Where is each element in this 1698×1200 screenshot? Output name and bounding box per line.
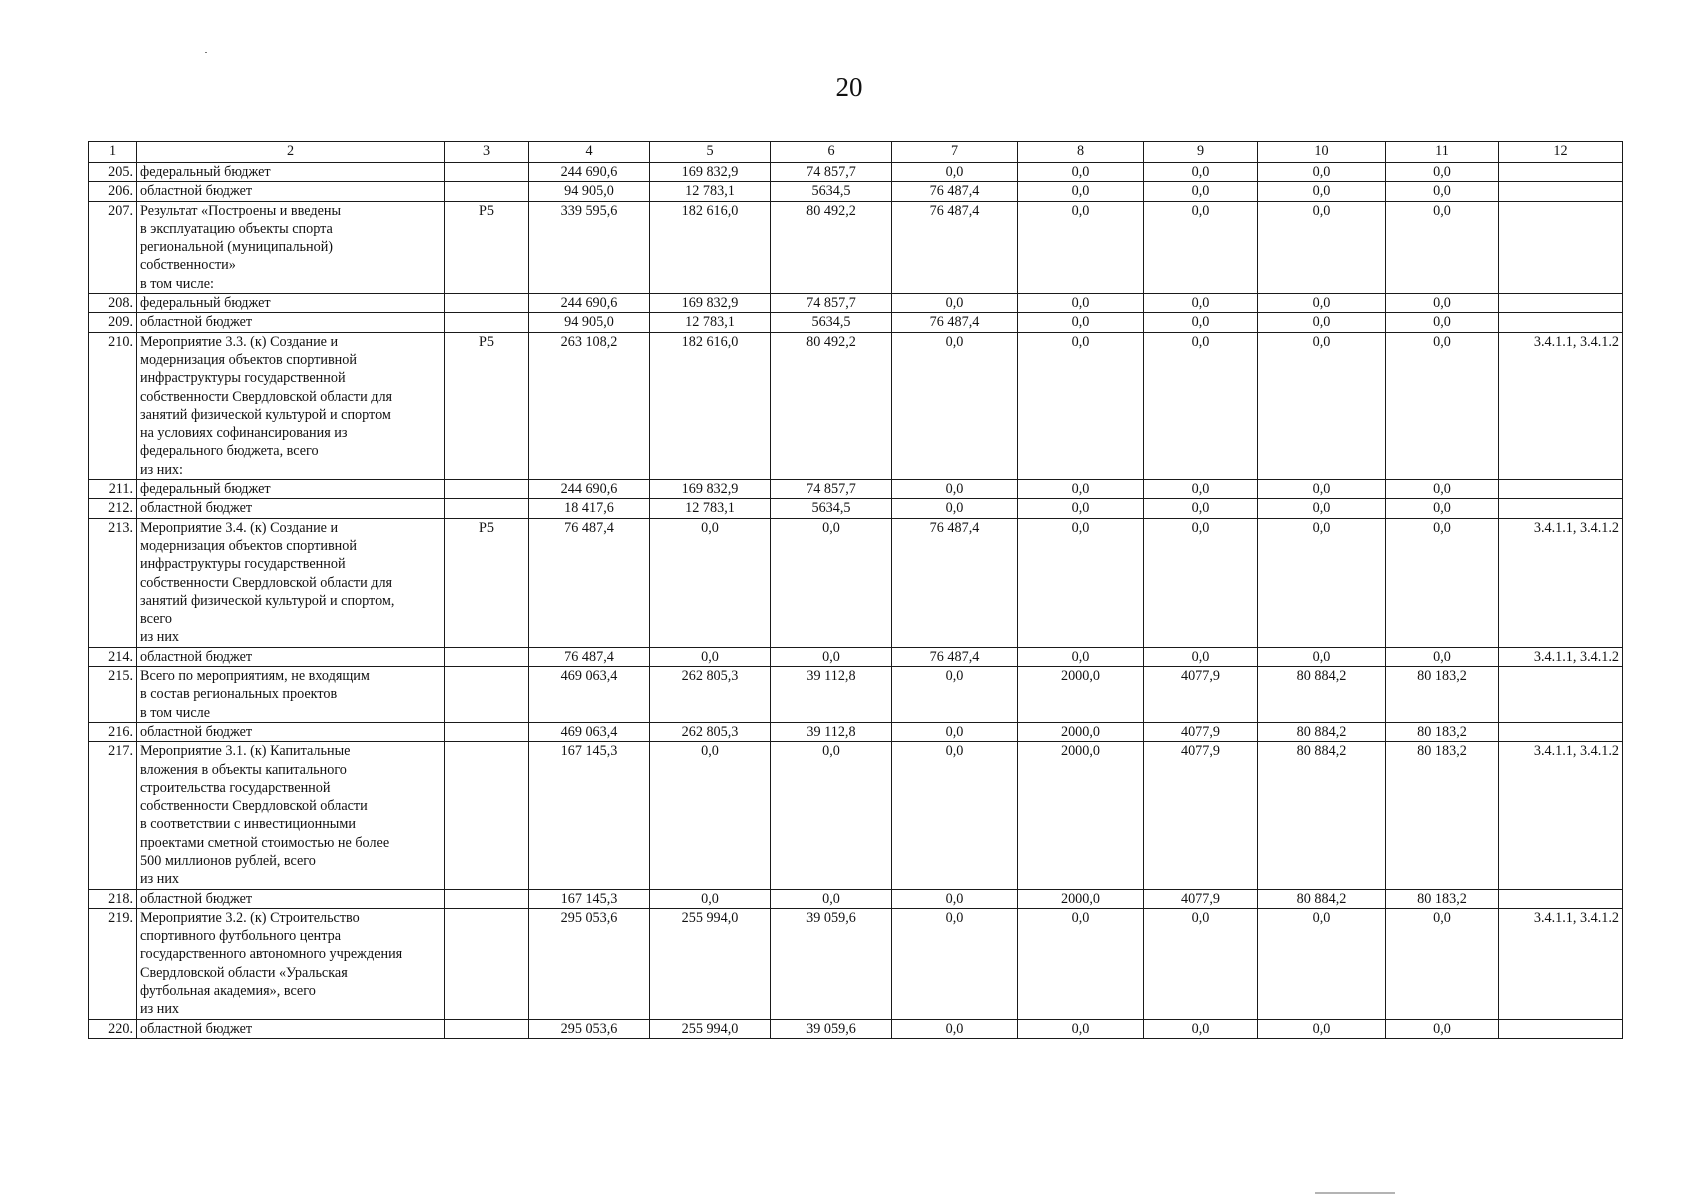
row-number: 215. bbox=[89, 667, 137, 723]
description-line: инфраструктуры государственной bbox=[140, 370, 346, 387]
project-code: P5 bbox=[445, 201, 529, 293]
description-line: из них bbox=[140, 1001, 180, 1018]
amount-cell: 0,0 bbox=[650, 889, 771, 908]
project-code bbox=[445, 294, 529, 313]
project-code: P5 bbox=[445, 518, 529, 647]
description-line: модернизация объектов спортивной bbox=[140, 537, 357, 554]
target-indicator-ref bbox=[1499, 163, 1623, 182]
table-row bbox=[89, 182, 1623, 201]
amount-cell: 4077,9 bbox=[1144, 667, 1258, 723]
amount-cell: 0,0 bbox=[771, 518, 892, 647]
amount-cell: 0,0 bbox=[1386, 313, 1499, 332]
table-row bbox=[89, 647, 1623, 666]
row-description bbox=[137, 294, 445, 313]
budget-table bbox=[88, 141, 1623, 1039]
description-line: 500 миллионов рублей, всего bbox=[140, 852, 316, 869]
row-number: 205. bbox=[89, 163, 137, 182]
target-indicator-ref: 3.4.1.1, 3.4.1.2 bbox=[1499, 332, 1623, 479]
amount-cell: 244 690,6 bbox=[529, 163, 650, 182]
amount-cell: 12 783,1 bbox=[650, 313, 771, 332]
amount-cell: 80 492,2 bbox=[771, 332, 892, 479]
amount-cell: 76 487,4 bbox=[892, 182, 1018, 201]
column-header: 3 bbox=[445, 142, 529, 163]
column-header: 12 bbox=[1499, 142, 1623, 163]
description-line: всего bbox=[140, 611, 172, 628]
amount-cell: 39 059,6 bbox=[771, 1019, 892, 1038]
column-header: 11 bbox=[1386, 142, 1499, 163]
description-line: Мероприятие 3.1. (к) Капитальные bbox=[140, 743, 351, 760]
amount-cell: 0,0 bbox=[1018, 518, 1144, 647]
amount-cell: 2000,0 bbox=[1018, 667, 1144, 723]
project-code bbox=[445, 889, 529, 908]
row-description bbox=[137, 163, 445, 182]
amount-cell: 2000,0 bbox=[1018, 722, 1144, 741]
amount-cell: 244 690,6 bbox=[529, 480, 650, 499]
amount-cell: 0,0 bbox=[1258, 332, 1386, 479]
amount-cell: 80 884,2 bbox=[1258, 722, 1386, 741]
description-line: в соответствии с инвестиционными bbox=[140, 816, 356, 833]
table-row bbox=[89, 518, 1623, 647]
amount-cell: 0,0 bbox=[1144, 201, 1258, 293]
amount-cell: 167 145,3 bbox=[529, 742, 650, 889]
row-number: 206. bbox=[89, 182, 137, 201]
amount-cell: 0,0 bbox=[1018, 182, 1144, 201]
row-description bbox=[137, 1019, 445, 1038]
description-line: из них bbox=[140, 629, 180, 646]
amount-cell: 0,0 bbox=[1018, 294, 1144, 313]
amount-cell: 94 905,0 bbox=[529, 313, 650, 332]
amount-cell: 0,0 bbox=[650, 742, 771, 889]
amount-cell: 244 690,6 bbox=[529, 294, 650, 313]
column-header: 4 bbox=[529, 142, 650, 163]
project-code bbox=[445, 480, 529, 499]
row-description bbox=[137, 182, 445, 201]
amount-cell: 0,0 bbox=[1386, 1019, 1499, 1038]
column-header: 9 bbox=[1144, 142, 1258, 163]
amount-cell: 0,0 bbox=[1258, 908, 1386, 1019]
target-indicator-ref: 3.4.1.1, 3.4.1.2 bbox=[1499, 908, 1623, 1019]
amount-cell: 94 905,0 bbox=[529, 182, 650, 201]
description-line: Мероприятие 3.3. (к) Создание и bbox=[140, 333, 339, 350]
amount-cell: 0,0 bbox=[892, 294, 1018, 313]
amount-cell: 0,0 bbox=[1386, 294, 1499, 313]
table-row bbox=[89, 313, 1623, 332]
amount-cell: 80 183,2 bbox=[1386, 889, 1499, 908]
description-line: проектами сметной стоимостью не более bbox=[140, 834, 390, 851]
row-description bbox=[137, 332, 445, 479]
amount-cell: 0,0 bbox=[771, 647, 892, 666]
amount-cell: 4077,9 bbox=[1144, 742, 1258, 889]
amount-cell: 0,0 bbox=[1018, 332, 1144, 479]
project-code: P5 bbox=[445, 332, 529, 479]
row-number: 216. bbox=[89, 722, 137, 741]
table-row bbox=[89, 889, 1623, 908]
target-indicator-ref bbox=[1499, 294, 1623, 313]
column-header: 7 bbox=[892, 142, 1018, 163]
amount-cell: 0,0 bbox=[1258, 201, 1386, 293]
row-description bbox=[137, 499, 445, 518]
table-row bbox=[89, 332, 1623, 479]
amount-cell: 169 832,9 bbox=[650, 480, 771, 499]
amount-cell: 255 994,0 bbox=[650, 1019, 771, 1038]
row-number: 218. bbox=[89, 889, 137, 908]
table-row bbox=[89, 667, 1623, 723]
amount-cell: 76 487,4 bbox=[892, 647, 1018, 666]
table-row bbox=[89, 722, 1623, 741]
row-description bbox=[137, 480, 445, 499]
amount-cell: 0,0 bbox=[1018, 1019, 1144, 1038]
row-number: 220. bbox=[89, 1019, 137, 1038]
amount-cell: 0,0 bbox=[1258, 294, 1386, 313]
description-line: Мероприятие 3.2. (к) Строительство bbox=[140, 909, 360, 926]
description-line: Всего по мероприятиям, не входящим bbox=[140, 668, 370, 685]
row-number: 212. bbox=[89, 499, 137, 518]
description-line: собственности» bbox=[140, 257, 236, 274]
row-description bbox=[137, 518, 445, 647]
target-indicator-ref bbox=[1499, 313, 1623, 332]
amount-cell: 80 884,2 bbox=[1258, 667, 1386, 723]
column-header: 1 bbox=[89, 142, 137, 163]
amount-cell: 5634,5 bbox=[771, 182, 892, 201]
amount-cell: 262 805,3 bbox=[650, 722, 771, 741]
row-number: 209. bbox=[89, 313, 137, 332]
amount-cell: 2000,0 bbox=[1018, 889, 1144, 908]
description-line: собственности Свердловской области для bbox=[140, 574, 393, 591]
amount-cell: 0,0 bbox=[1386, 480, 1499, 499]
row-number: 213. bbox=[89, 518, 137, 647]
amount-cell: 0,0 bbox=[1144, 1019, 1258, 1038]
amount-cell: 39 112,8 bbox=[771, 722, 892, 741]
amount-cell: 0,0 bbox=[1018, 163, 1144, 182]
description-line: в эксплуатацию объекты спорта bbox=[140, 220, 333, 237]
amount-cell: 76 487,4 bbox=[529, 518, 650, 647]
row-number: 214. bbox=[89, 647, 137, 666]
amount-cell: 0,0 bbox=[1144, 499, 1258, 518]
amount-cell: 469 063,4 bbox=[529, 667, 650, 723]
amount-cell: 0,0 bbox=[1258, 518, 1386, 647]
amount-cell: 5634,5 bbox=[771, 499, 892, 518]
description-line: инфраструктуры государственной bbox=[140, 556, 346, 573]
amount-cell: 0,0 bbox=[1018, 499, 1144, 518]
amount-cell: 12 783,1 bbox=[650, 499, 771, 518]
column-header: 6 bbox=[771, 142, 892, 163]
table-row bbox=[89, 908, 1623, 1019]
description-line: в том числе bbox=[140, 704, 211, 721]
description-line: областной бюджет bbox=[140, 723, 253, 740]
amount-cell: 262 805,3 bbox=[650, 667, 771, 723]
amount-cell: 39 059,6 bbox=[771, 908, 892, 1019]
amount-cell: 0,0 bbox=[1144, 332, 1258, 479]
amount-cell: 74 857,7 bbox=[771, 294, 892, 313]
target-indicator-ref bbox=[1499, 667, 1623, 723]
column-header: 8 bbox=[1018, 142, 1144, 163]
row-number: 219. bbox=[89, 908, 137, 1019]
amount-cell: 0,0 bbox=[1258, 182, 1386, 201]
amount-cell: 0,0 bbox=[892, 667, 1018, 723]
amount-cell: 2000,0 bbox=[1018, 742, 1144, 889]
row-number: 211. bbox=[89, 480, 137, 499]
description-line: спортивного футбольного центра bbox=[140, 928, 342, 945]
table-row bbox=[89, 201, 1623, 293]
amount-cell: 4077,9 bbox=[1144, 722, 1258, 741]
amount-cell: 0,0 bbox=[892, 889, 1018, 908]
row-number: 207. bbox=[89, 201, 137, 293]
amount-cell: 0,0 bbox=[1258, 647, 1386, 666]
amount-cell: 182 616,0 bbox=[650, 201, 771, 293]
description-line: вложения в объекты капитального bbox=[140, 761, 347, 778]
row-description bbox=[137, 742, 445, 889]
description-line: федеральный бюджет bbox=[140, 295, 271, 312]
amount-cell: 80 884,2 bbox=[1258, 742, 1386, 889]
target-indicator-ref bbox=[1499, 182, 1623, 201]
amount-cell: 0,0 bbox=[650, 647, 771, 666]
description-line: в состав региональных проектов bbox=[140, 686, 338, 703]
amount-cell: 0,0 bbox=[1018, 480, 1144, 499]
amount-cell: 0,0 bbox=[1144, 908, 1258, 1019]
target-indicator-ref: 3.4.1.1, 3.4.1.2 bbox=[1499, 518, 1623, 647]
target-indicator-ref bbox=[1499, 1019, 1623, 1038]
amount-cell: 0,0 bbox=[1258, 163, 1386, 182]
amount-cell: 0,0 bbox=[1386, 518, 1499, 647]
amount-cell: 0,0 bbox=[1018, 201, 1144, 293]
description-line: собственности Свердловской области bbox=[140, 798, 368, 815]
description-line: футбольная академия», всего bbox=[140, 983, 316, 1000]
description-line: строительства государственной bbox=[140, 779, 331, 796]
project-code bbox=[445, 182, 529, 201]
scan-artifact bbox=[205, 52, 207, 53]
amount-cell: 0,0 bbox=[892, 1019, 1018, 1038]
amount-cell: 0,0 bbox=[1258, 499, 1386, 518]
scan-artifact bbox=[1315, 1192, 1395, 1194]
row-description bbox=[137, 313, 445, 332]
row-description bbox=[137, 908, 445, 1019]
column-header: 2 bbox=[137, 142, 445, 163]
description-line: Результат «Построены и введены bbox=[140, 202, 342, 219]
target-indicator-ref: 3.4.1.1, 3.4.1.2 bbox=[1499, 742, 1623, 889]
amount-cell: 0,0 bbox=[1144, 182, 1258, 201]
amount-cell: 0,0 bbox=[1144, 163, 1258, 182]
description-line: в том числе: bbox=[140, 275, 214, 292]
amount-cell: 80 183,2 bbox=[1386, 667, 1499, 723]
amount-cell: 0,0 bbox=[1386, 163, 1499, 182]
project-code bbox=[445, 908, 529, 1019]
amount-cell: 39 112,8 bbox=[771, 667, 892, 723]
amount-cell: 0,0 bbox=[1386, 908, 1499, 1019]
amount-cell: 295 053,6 bbox=[529, 908, 650, 1019]
amount-cell: 0,0 bbox=[1144, 518, 1258, 647]
target-indicator-ref bbox=[1499, 889, 1623, 908]
amount-cell: 0,0 bbox=[892, 722, 1018, 741]
target-indicator-ref bbox=[1499, 201, 1623, 293]
amount-cell: 0,0 bbox=[1144, 647, 1258, 666]
amount-cell: 80 492,2 bbox=[771, 201, 892, 293]
amount-cell: 0,0 bbox=[771, 742, 892, 889]
table-row bbox=[89, 480, 1623, 499]
amount-cell: 5634,5 bbox=[771, 313, 892, 332]
amount-cell: 0,0 bbox=[892, 742, 1018, 889]
amount-cell: 0,0 bbox=[1018, 647, 1144, 666]
column-header: 10 bbox=[1258, 142, 1386, 163]
amount-cell: 0,0 bbox=[1258, 1019, 1386, 1038]
amount-cell: 0,0 bbox=[1018, 908, 1144, 1019]
amount-cell: 169 832,9 bbox=[650, 294, 771, 313]
description-line: занятий физической культурой и спортом bbox=[140, 406, 391, 423]
project-code bbox=[445, 163, 529, 182]
description-line: областной бюджет bbox=[140, 183, 253, 200]
amount-cell: 76 487,4 bbox=[892, 313, 1018, 332]
project-code bbox=[445, 667, 529, 723]
project-code bbox=[445, 742, 529, 889]
amount-cell: 18 417,6 bbox=[529, 499, 650, 518]
description-line: на условиях софинансирования из bbox=[140, 425, 348, 442]
description-line: из них bbox=[140, 871, 180, 888]
description-line: областной бюджет bbox=[140, 890, 253, 907]
amount-cell: 0,0 bbox=[1258, 480, 1386, 499]
amount-cell: 255 994,0 bbox=[650, 908, 771, 1019]
header-row bbox=[89, 142, 1623, 163]
description-line: федерального бюджета, всего bbox=[140, 443, 319, 460]
description-line: Мероприятие 3.4. (к) Создание и bbox=[140, 519, 339, 536]
description-line: Свердловской области «Уральская bbox=[140, 964, 348, 981]
table-row bbox=[89, 1019, 1623, 1038]
target-indicator-ref bbox=[1499, 499, 1623, 518]
amount-cell: 339 595,6 bbox=[529, 201, 650, 293]
description-line: государственного автономного учреждения bbox=[140, 946, 403, 963]
amount-cell: 0,0 bbox=[892, 480, 1018, 499]
project-code bbox=[445, 722, 529, 741]
target-indicator-ref bbox=[1499, 480, 1623, 499]
amount-cell: 0,0 bbox=[892, 499, 1018, 518]
amount-cell: 0,0 bbox=[1386, 499, 1499, 518]
description-line: областной бюджет bbox=[140, 314, 253, 331]
table-row bbox=[89, 163, 1623, 182]
amount-cell: 76 487,4 bbox=[892, 201, 1018, 293]
amount-cell: 0,0 bbox=[1144, 480, 1258, 499]
row-description bbox=[137, 722, 445, 741]
row-description bbox=[137, 201, 445, 293]
amount-cell: 0,0 bbox=[892, 908, 1018, 1019]
amount-cell: 0,0 bbox=[1144, 313, 1258, 332]
project-code bbox=[445, 647, 529, 666]
table-row bbox=[89, 499, 1623, 518]
amount-cell: 0,0 bbox=[1386, 332, 1499, 479]
amount-cell: 76 487,4 bbox=[529, 647, 650, 666]
table-row bbox=[89, 742, 1623, 889]
amount-cell: 263 108,2 bbox=[529, 332, 650, 479]
amount-cell: 76 487,4 bbox=[892, 518, 1018, 647]
amount-cell: 74 857,7 bbox=[771, 480, 892, 499]
amount-cell: 0,0 bbox=[1386, 201, 1499, 293]
page-number: 20 bbox=[835, 72, 863, 102]
table-body bbox=[89, 163, 1623, 1039]
amount-cell: 0,0 bbox=[1258, 313, 1386, 332]
description-line: областной бюджет bbox=[140, 648, 253, 665]
amount-cell: 0,0 bbox=[1018, 313, 1144, 332]
description-line: модернизация объектов спортивной bbox=[140, 351, 357, 368]
amount-cell: 0,0 bbox=[1386, 182, 1499, 201]
column-header: 5 bbox=[650, 142, 771, 163]
row-description bbox=[137, 647, 445, 666]
project-code bbox=[445, 499, 529, 518]
row-number: 210. bbox=[89, 332, 137, 479]
amount-cell: 469 063,4 bbox=[529, 722, 650, 741]
amount-cell: 0,0 bbox=[771, 889, 892, 908]
description-line: федеральный бюджет bbox=[140, 481, 271, 498]
description-line: региональной (муниципальной) bbox=[140, 239, 334, 256]
amount-cell: 80 183,2 bbox=[1386, 742, 1499, 889]
target-indicator-ref bbox=[1499, 722, 1623, 741]
amount-cell: 74 857,7 bbox=[771, 163, 892, 182]
description-line: областной бюджет bbox=[140, 500, 253, 517]
amount-cell: 80 884,2 bbox=[1258, 889, 1386, 908]
project-code bbox=[445, 313, 529, 332]
row-description bbox=[137, 889, 445, 908]
table-row bbox=[89, 294, 1623, 313]
amount-cell: 295 053,6 bbox=[529, 1019, 650, 1038]
description-line: федеральный бюджет bbox=[140, 164, 271, 180]
amount-cell: 0,0 bbox=[1144, 294, 1258, 313]
target-indicator-ref: 3.4.1.1, 3.4.1.2 bbox=[1499, 647, 1623, 666]
amount-cell: 167 145,3 bbox=[529, 889, 650, 908]
description-line: областной бюджет bbox=[140, 1020, 253, 1037]
amount-cell: 4077,9 bbox=[1144, 889, 1258, 908]
row-number: 208. bbox=[89, 294, 137, 313]
amount-cell: 0,0 bbox=[892, 332, 1018, 479]
description-line: занятий физической культурой и спортом, bbox=[140, 592, 395, 609]
amount-cell: 0,0 bbox=[650, 518, 771, 647]
amount-cell: 80 183,2 bbox=[1386, 722, 1499, 741]
description-line: из них: bbox=[140, 461, 183, 478]
description-line: собственности Свердловской области для bbox=[140, 388, 393, 405]
amount-cell: 0,0 bbox=[1386, 647, 1499, 666]
row-description bbox=[137, 667, 445, 723]
project-code bbox=[445, 1019, 529, 1038]
amount-cell: 182 616,0 bbox=[650, 332, 771, 479]
row-number: 217. bbox=[89, 742, 137, 889]
amount-cell: 169 832,9 bbox=[650, 163, 771, 182]
amount-cell: 0,0 bbox=[892, 163, 1018, 182]
amount-cell: 12 783,1 bbox=[650, 182, 771, 201]
